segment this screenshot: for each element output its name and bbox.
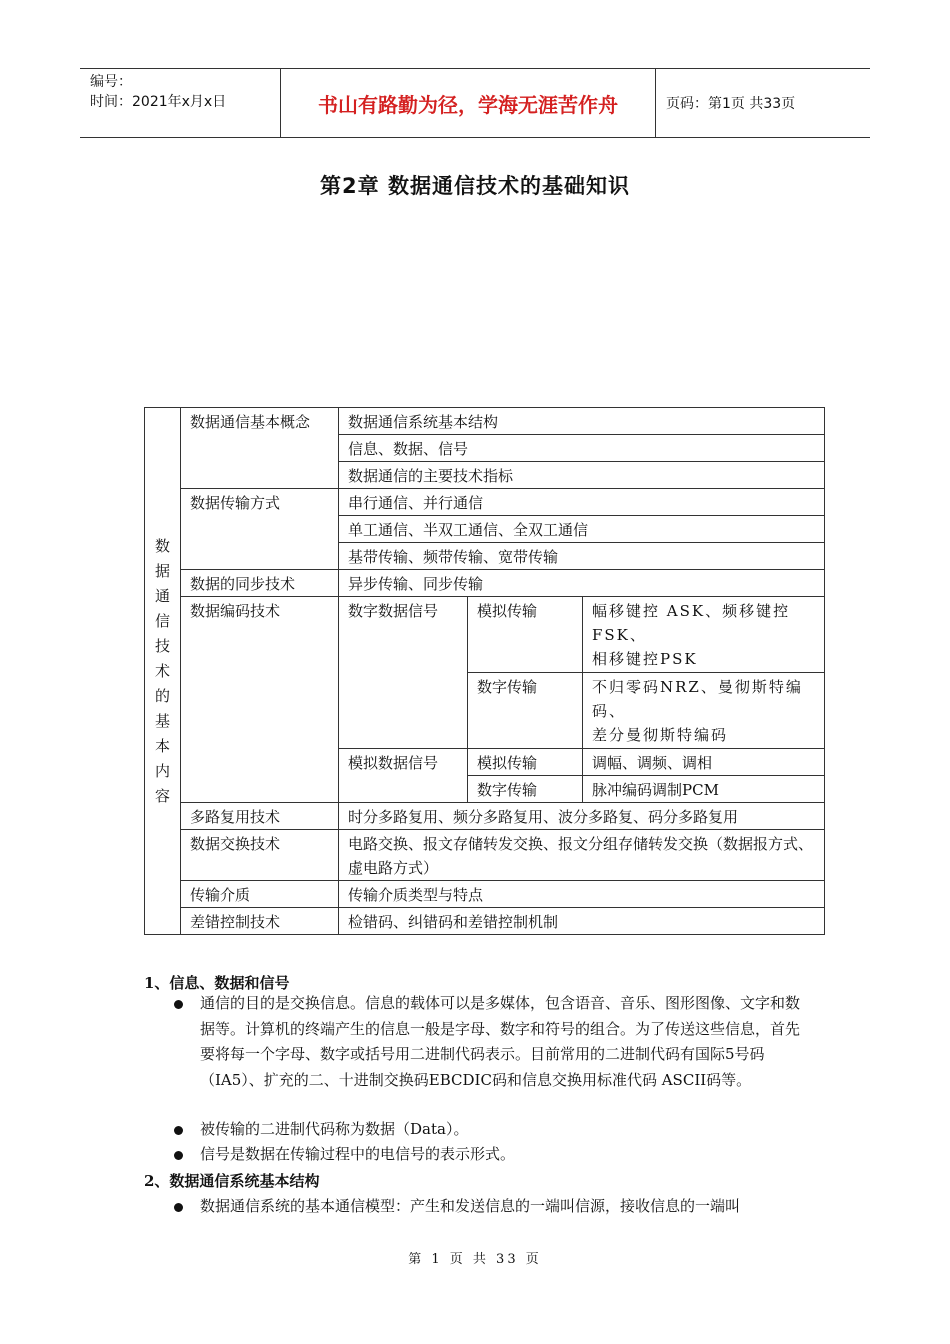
table-row <box>145 597 825 673</box>
table-row <box>145 908 825 935</box>
section-heading: 2、数据通信系统基本结构 <box>144 1172 320 1190</box>
bullet-icon <box>174 1151 183 1160</box>
table-cell: 数据通信的主要技术指标 <box>339 462 825 489</box>
header-motto: 书山有路勤为径，学海无涯苦作舟 <box>281 69 656 137</box>
section-heading: 1、信息、数据和信号 <box>144 974 290 992</box>
table-cell: 时分多路复用、频分多路复用、波分多路复、码分多路复用 <box>339 803 825 830</box>
category-cell: 数据通信基本概念 <box>181 408 339 489</box>
number-label: 编号： <box>90 74 132 90</box>
table-cell: 模拟传输 <box>468 749 583 776</box>
category-cell: 多路复用技术 <box>181 803 339 830</box>
bullet-text: 通信的目的是交换信息。信息的载体可以是多媒体，包含语音、音乐、图形图像、文字和数据等。计算机的终端产生的信息一般是字母、数字和符号的组合。为了传送这些信息，首先要将每一个字母、数字或括号用二进制代码表示。目前常用的二进制代码有国际5号码（IA5）、扩充的二、十进制交换码EBCDIC码和信息交换用标准代码 ASCII码等。 <box>200 994 801 1089</box>
table-cell: 串行通信、并行通信 <box>339 489 825 516</box>
category-cell: 数据传输方式 <box>181 489 339 570</box>
page-footer: 第 1 页 共 33 页 <box>408 1252 542 1267</box>
table-row <box>145 489 825 516</box>
table-row <box>145 408 825 435</box>
table-row <box>145 830 825 881</box>
bullet-text: 被传输的二进制代码称为数据（Data）。 <box>200 1120 469 1138</box>
table-cell: 不归零码NRZ、曼彻斯特编码、 差分曼彻斯特编码 <box>583 673 825 749</box>
table-cell: 模拟传输 <box>468 597 583 673</box>
table-cell: 数字传输 <box>468 776 583 803</box>
table-cell: 调幅、调频、调相 <box>583 749 825 776</box>
table-cell: 数字传输 <box>468 673 583 749</box>
bullet-icon <box>174 1126 183 1135</box>
category-cell: 差错控制技术 <box>181 908 339 935</box>
table-cell: 异步传输、同步传输 <box>339 570 825 597</box>
table-cell: 幅移键控 ASK、频移键控FSK、 相移键控PSK <box>583 597 825 673</box>
table-row <box>145 881 825 908</box>
bullet-text: 数据通信系统的基本通信模型：产生和发送信息的一端叫信源，接收信息的一端叫 <box>200 1197 741 1215</box>
table-cell: 信息、数据、信号 <box>339 435 825 462</box>
bullet-icon <box>174 1203 183 1212</box>
category-cell: 数据的同步技术 <box>181 570 339 597</box>
table-cell: 传输介质类型与特点 <box>339 881 825 908</box>
table-cell: 模拟数据信号 <box>339 749 468 803</box>
table-cell: 单工通信、半双工通信、全双工通信 <box>339 516 825 543</box>
bullet-icon <box>174 1000 183 1009</box>
table-cell: 数字数据信号 <box>339 597 468 749</box>
category-cell: 传输介质 <box>181 881 339 908</box>
header-page-label: 页码：第1页 共33页 <box>666 96 796 112</box>
side-label: 数 据 通 信 技 术 的 基 本 内 容 <box>145 408 181 935</box>
table-row <box>145 803 825 830</box>
table-cell: 脉冲编码调制PCM <box>583 776 825 803</box>
table-cell: 基带传输、频带传输、宽带传输 <box>339 543 825 570</box>
category-cell: 数据交换技术 <box>181 830 339 881</box>
content-summary-table <box>144 407 825 935</box>
table-row <box>145 570 825 597</box>
time-label: 时间：2021年x月x日 <box>90 94 227 110</box>
chapter-title: 第2章 数据通信技术的基础知识 <box>320 174 630 198</box>
table-cell: 检错码、纠错码和差错控制机制 <box>339 908 825 935</box>
category-cell: 数据编码技术 <box>181 597 339 803</box>
page-header <box>80 68 870 138</box>
header-meta <box>80 69 281 137</box>
table-cell: 电路交换、报文存储转发交换、报文分组存储转发交换（数据报方式、虚电路方式） <box>339 830 825 881</box>
bullet-text: 信号是数据在传输过程中的电信号的表示形式。 <box>200 1145 516 1163</box>
table-cell: 数据通信系统基本结构 <box>339 408 825 435</box>
